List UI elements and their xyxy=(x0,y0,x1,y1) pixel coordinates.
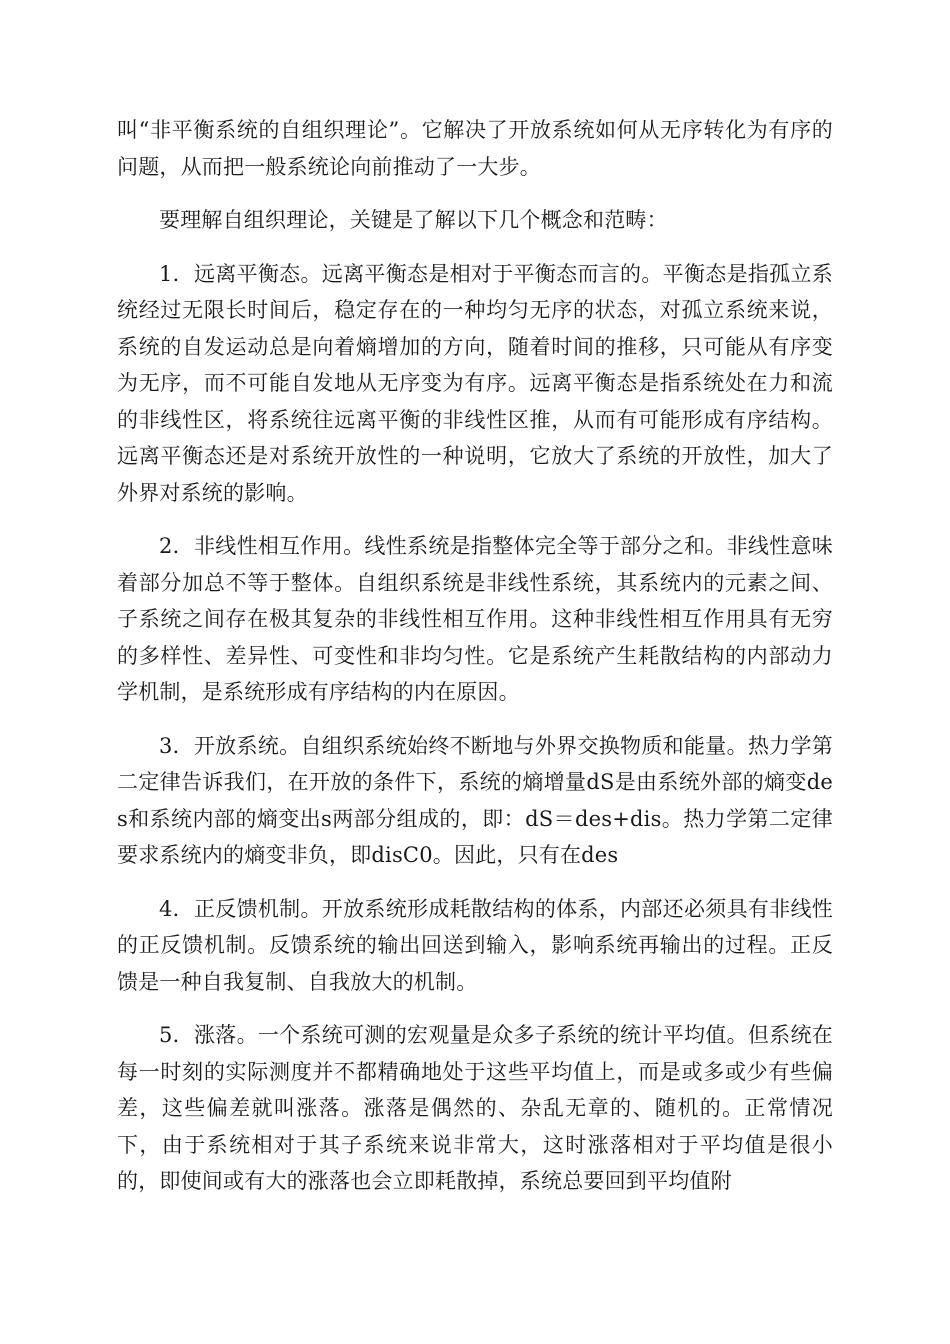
document-page xyxy=(117,112,833,1217)
paragraph-far-from-equilibrium: 1．远离平衡态。远离平衡态是相对于平衡态而言的。平衡态是指孤立系统经过无限长时间后，稳定存在的一种均匀无序的状态，对孤立系统来说，系统的自发运动总是向着熵增加的方向，随着时间的推移，只可能从有序变为无序，而不可能自发地从无序变为有序。远离平衡态是指系统处在力和流的非线性区，将系统往远离平衡的非线性区推，从而有可能形成有序结构。远离平衡态还是对系统开放性的一种说明，它放大了系统的开放性，加大了外界对系统的影响。 xyxy=(117,261,833,505)
paragraph-overview: 要理解自组织理论，关键是了解以下几个概念和范畴： xyxy=(159,208,668,232)
paragraph-positive-feedback: 4．正反馈机制。开放系统形成耗散结构的体系，内部还必须具有非线性的正反馈机制。反馈系统的输出回送到输入，影响系统再输出的过程。正反馈是一种自我复制、自我放大的机制。 xyxy=(117,896,833,994)
paragraph-open-system: 3．开放系统。自组织系统始终不断地与外界交换物质和能量。热力学第二定律告诉我们，在开放的条件下，系统的熵增量dS是由系统外部的熵变des和系统内部的熵变出s两部分组成的，即：dS＝des+dis。热力学第二定律要求系统内的熵变非负，即disC0。因此，只有在des xyxy=(117,733,833,867)
paragraph-intro: 叫“非平衡系统的自组织理论”。它解决了开放系统如何从无序转化为有序的问题，从而把一般系统论向前推动了一大步。 xyxy=(117,118,833,179)
paragraph-nonlinear-interaction: 2．非线性相互作用。线性系统是指整体完全等于部分之和。非线性意味着部分加总不等于整体。自组织系统是非线性系统，其系统内的元素之间、子系统之间存在极其复杂的非线性相互作用。这种非线性相互作用具有无穷的多样性、差异性、可变性和非均匀性。它是系统产生耗散结构的内部动力学机制，是系统形成有序结构的内在原因。 xyxy=(117,534,833,704)
paragraph-fluctuation: 5．涨落。一个系统可测的宏观量是众多子系统的统计平均值。但系统在每一时刻的实际测度并不都精确地处于这些平均值上，而是或多或少有些偏差，这些偏差就叫涨落。涨落是偶然的、杂乱无章的、随机的。正常情况下，由于系统相对于其子系统来说非常大，这时涨落相对于平均值是很小的，即使间或有大的涨落也会立即耗散掉，系统总要回到平均值附 xyxy=(117,1023,833,1193)
